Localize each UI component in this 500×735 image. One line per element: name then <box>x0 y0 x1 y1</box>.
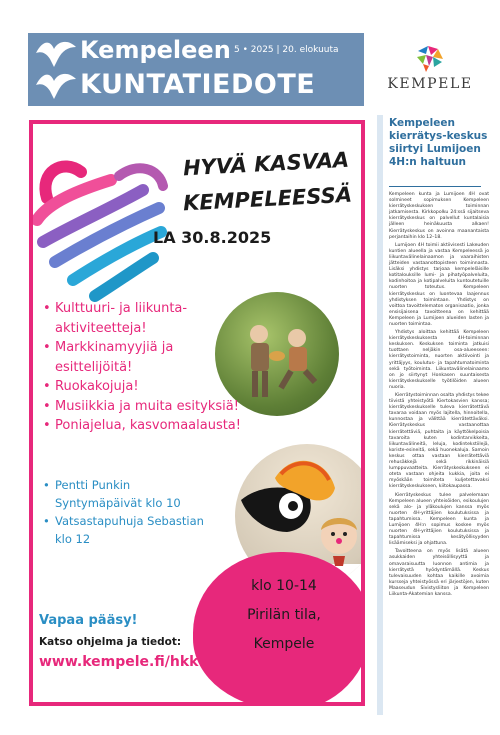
list-item: • Pentti Punkin <box>43 476 243 494</box>
list-item: Syntymäpäivät klo 10 <box>55 496 181 510</box>
article-title: Kempeleen kierrätys-keskus siirtyi Lumijoen 4H:n haltuun <box>389 117 488 168</box>
article-paragraph: Tavoitteena on myös lisätä alueen asukkaiden yhteisöllisyyttä ja omavaraisuutta luonnon antimia ja kierrätystä hyödyntämällä. Keskus tulevaisuuden kohtaa kaikille avoimia kursseja yhteistyössä eri järjestöjen, kuten Maaseudun Sivistysliiton ja Kempeleen Liikunta-Akatemian kanssa. <box>389 549 489 597</box>
event-title-line2: KEMPELEESSÄ <box>182 182 353 216</box>
event-time: klo 10-14 <box>251 578 317 594</box>
event-title-line1: HYVÄ KASVAA <box>182 147 350 181</box>
heart-icon <box>29 146 199 306</box>
article-paragraph: Yhdistys aloittaa kehittää Kempeleen kierrätyskeskuksesta 4H-toiminnan keskuksen. Keskuksen toiminta jatkuisi tuottaen neljäkin osa-alueeseen: kierrätystoiminta, nuorten aktiivointi ja yrittäjyys, koulutus- ja tapahtumatoiminta sekä työtoiminta. Liikuntavälinelainaamo on jo siirtynyt Honkasen suuntaisesta kierrätyskeskukselle työtilöiden alueen nuoria. <box>389 330 489 390</box>
title-divider <box>389 186 481 187</box>
issue-info: 5 • 2025 | 20. elokuuta <box>234 45 339 55</box>
list-item: • Musiikkia ja muita esityksiä! <box>43 397 293 417</box>
masthead-title-line2: KUNTATIEDOTE <box>80 69 316 100</box>
side-article <box>377 115 490 715</box>
list-item: • Poniajelua, kasvomaalausta! <box>43 416 293 436</box>
list-item: • Vatsastapuhuja Sebastian <box>43 512 243 530</box>
event-venue: Pirilän tila, <box>247 607 321 623</box>
activity-list <box>43 299 293 436</box>
list-item: • Ruokakojuja! <box>43 377 293 397</box>
article-paragraph: Kierrätyskeskus tulee palvelemaan Kempeleen alueen yhteisöiden, esikoulujen sekä alo- ja yläkoulujen kanssa myös nuorten 4H-yrittäjien koulutuksissa ja tapahtumissa. Kempeleen kunta ja Lumijoen 4H:n sopimus koskee myös nuorten 4H-yrittäjien koulutuksissa ja tapahtumissa kesätyöllisyyden lisäämiseksi ja ohjattuna. <box>389 492 489 547</box>
list-item: • Markkinamyyjiä ja <box>43 338 293 358</box>
logo-text: KEMPELE <box>387 76 473 92</box>
masthead-title-line1: Kempeleen <box>80 36 231 64</box>
article-rule <box>377 115 383 715</box>
list-item: aktiviteetteja! <box>55 320 147 336</box>
list-item: • Kulttuuri- ja liikunta- <box>43 299 293 319</box>
event-poster <box>29 120 365 706</box>
kempele-logo-icon <box>414 45 444 73</box>
article-body <box>389 192 489 600</box>
free-entry-text: Vapaa pääsy! <box>39 613 138 628</box>
seagulls-icon <box>34 37 78 103</box>
masthead <box>28 33 364 106</box>
list-item: esittelijöitä! <box>55 359 133 375</box>
event-date: LA 30.8.2025 <box>153 228 272 247</box>
event-town: Kempele <box>253 636 315 652</box>
list-item: klo 12 <box>55 532 91 546</box>
program-info-text: Katso ohjelma ja tiedot: <box>39 636 182 648</box>
kempele-logo <box>376 45 484 100</box>
event-url-link[interactable]: www.kempele.fi/hkk <box>39 654 199 670</box>
article-paragraph: Kempeleen kunta ja Lumijoen 4H ovat solmineet sopimuksen Kempeleen kierrätyskeskuksen toiminnan jatkamisesta. Kirkkopolku 24:ssä sijaitseva kierrätyskeskus on palvellut kuntalaisia jälleen heinäkuusta alkaen! Kierrätyskeskus on avoinna maanantaista perjantaihin klo 12–18. <box>389 192 489 240</box>
article-paragraph: Kierrätystoiminnan osalta yhdistys tekee tiivistä yhteistyötä Kiertokasvien kanssa; kierrätyskeskukselle tuleva kierrätettävä tavaraa voidaan myös lajitella, hinnoitella, kunnostaa ja välittää kierrätettäväksi. Kierrätyskeskus vastaanottaa kierrätettäviä, puhtaita ja käyttökelpoisia tavaroita kuten kodintarvikkeita, liikuntavälineitä, leluja, kodintekstiilejä, koriste-esineitä, sekä huonekaluja. Samoin keskus ottaa vastaan kierrätettäviä rehusäkkejä sekä rikkinäisiä lumppuvaatteita. Kierrätyskeskukseen ei oteta vastaan ohjeita kukkia, joita ei myöskään toimiteta kuljetettavaksi kierrätyskeskukseen, kiitokaupassa. <box>389 393 489 490</box>
program-list <box>43 476 243 548</box>
article-paragraph: Lumijoen 4H toimii aktiivisesti Lakeuden kuntien alueella ja vastaa Kempeleessä jo liikuntavälinelainaamon ja vaaraihisten jätteiden vastaanottopisteen toiminnasta. Lisäksi yhdistys tarjoaa kempeleläisille kotitalouksille lumi- ja pihatyöpalveluita, kodinhoitoa ja kotipalveluita kuntoutetuille nuorten toteutus. Kempeleen kierrätyskeskus on luontevaa laajennus yhdistyksen toimintaan. Yhdistys on voittoa tavoittelematon organisaatio, jonka ensisijaisena tavoitteena on kehittää Kempeleen ja Lumijoen alueiden lasten ja nuorten toimintaa. <box>389 242 489 327</box>
